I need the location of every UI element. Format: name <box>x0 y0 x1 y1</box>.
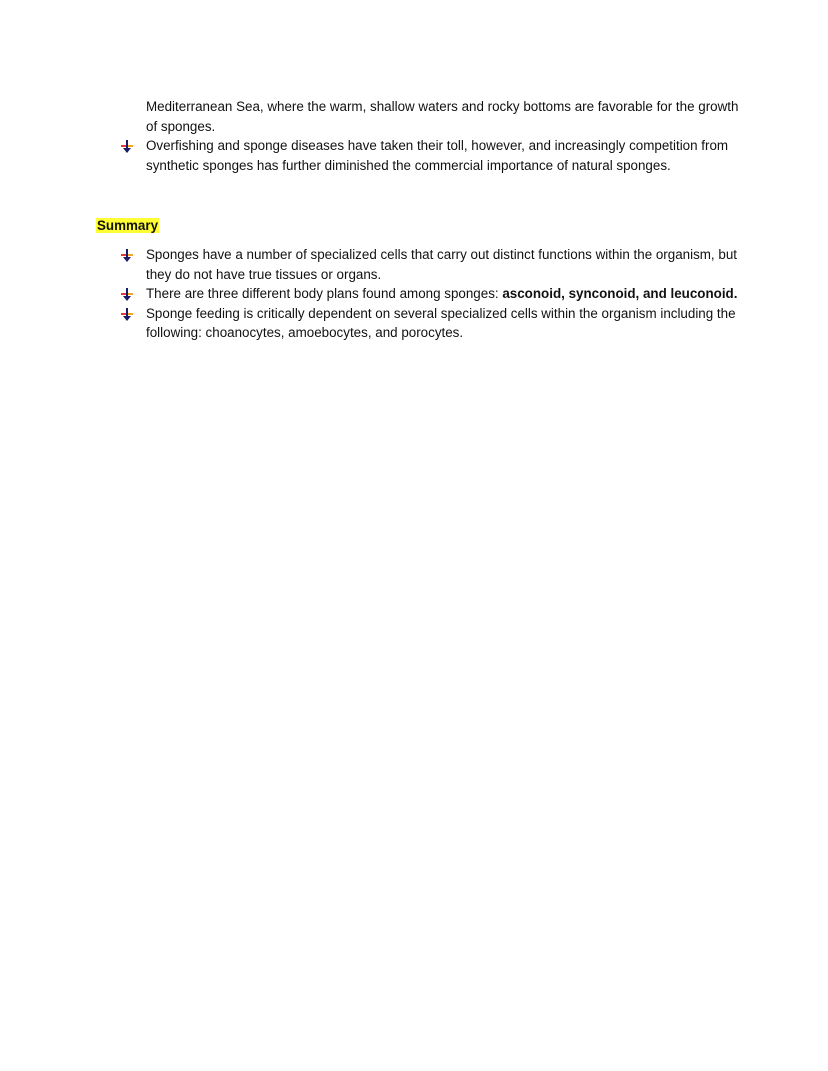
continuation-paragraph: Mediterranean Sea, where the warm, shallow waters and rocky bottoms are favorable for the growth of sponges. <box>146 99 739 134</box>
list-item <box>118 136 748 175</box>
list-item <box>118 284 748 304</box>
bullet-text: Overfishing and sponge diseases have taken their toll, however, and increasingly competition from synthetic sponges has further diminished the commercial importance of natural sponges. <box>146 138 729 173</box>
down-arrow-bullet-icon <box>121 288 133 301</box>
bullet-bold-text: asconoid, synconoid, and leuconoid. <box>502 286 738 301</box>
bullet-text: Sponges have a number of specialized cells that carry out distinct functions within the organism, but they do not have true tissues or organs. <box>146 247 737 282</box>
down-arrow-bullet-icon <box>121 308 133 321</box>
bullet-text: Sponge feeding is critically dependent on several specialized cells within the organism including the following: choanocytes, amoebocytes, and porocytes. <box>146 305 736 340</box>
down-arrow-bullet-icon <box>121 249 133 262</box>
intro-bullet-list <box>118 136 748 175</box>
bullet-text: There are three different body plans found among sponges: <box>146 286 503 301</box>
summary-heading <box>96 216 159 235</box>
summary-bullet-list <box>118 245 748 343</box>
summary-heading-highlight: Summary <box>97 218 159 233</box>
down-arrow-bullet-icon <box>121 140 133 153</box>
list-item <box>118 304 748 343</box>
list-item <box>118 245 748 284</box>
